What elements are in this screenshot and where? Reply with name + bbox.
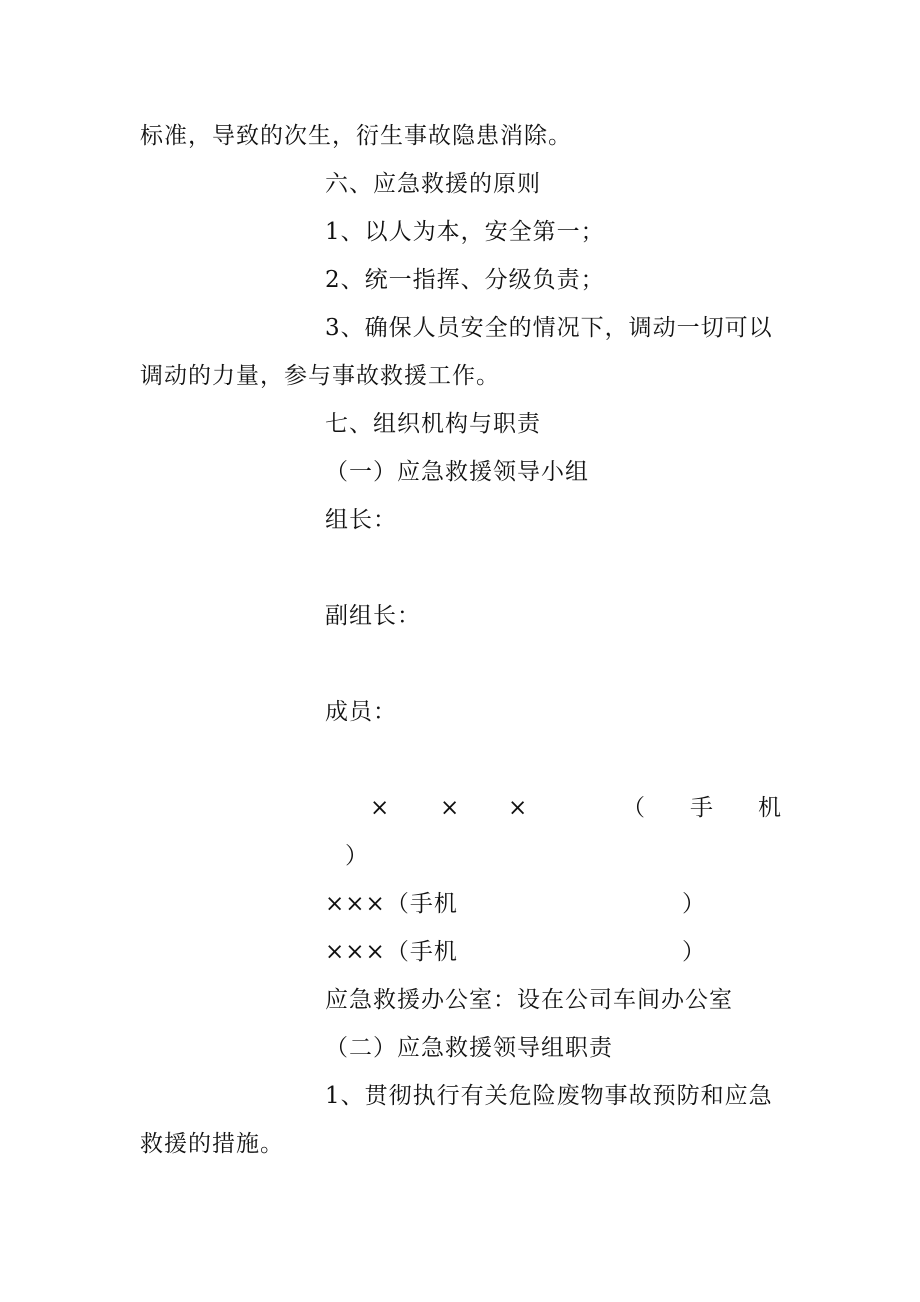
close-paren: ） — [682, 939, 706, 965]
member-entry: ×××（手机 — [325, 939, 458, 965]
member-entry: ×××（手机 — [325, 891, 458, 917]
open-paren: （ — [622, 795, 645, 821]
close-paren: ） — [682, 891, 706, 917]
member-entry-justified — [0, 793, 920, 823]
phone-label-char: 机 — [758, 795, 781, 821]
office-line: 应急救援办公室：设在公司车间办公室 — [325, 987, 733, 1013]
paragraph-line: 调动的力量，参与事故救援工作。 — [140, 363, 500, 389]
phone-label-char: 手 — [690, 795, 713, 821]
subsection-heading: （一）应急救援领导小组 — [325, 459, 589, 485]
role-label: 成员： — [325, 699, 397, 725]
paragraph-line: 救援的措施。 — [140, 1131, 284, 1157]
list-item: 1、贯彻执行有关危险废物事故预防和应急 — [325, 1083, 773, 1109]
paragraph-line: 标准，导致的次生，衍生事故隐患消除。 — [140, 123, 572, 149]
subsection-heading: （二）应急救援领导组职责 — [325, 1035, 613, 1061]
section-heading: 六、应急救援的原则 — [325, 171, 541, 197]
role-label: 副组长： — [325, 603, 421, 629]
list-item: 2、统一指挥、分级负责； — [325, 267, 605, 293]
role-label: 组长： — [325, 507, 397, 533]
close-paren: ） — [345, 843, 369, 869]
placeholder-mark: × — [370, 795, 390, 821]
list-item: 1、以人为本，安全第一； — [325, 219, 605, 245]
section-heading: 七、组织机构与职责 — [325, 411, 541, 437]
list-item: 3、确保人员安全的情况下，调动一切可以 — [325, 315, 773, 341]
placeholder-mark: × — [508, 795, 528, 821]
placeholder-mark: × — [440, 795, 460, 821]
